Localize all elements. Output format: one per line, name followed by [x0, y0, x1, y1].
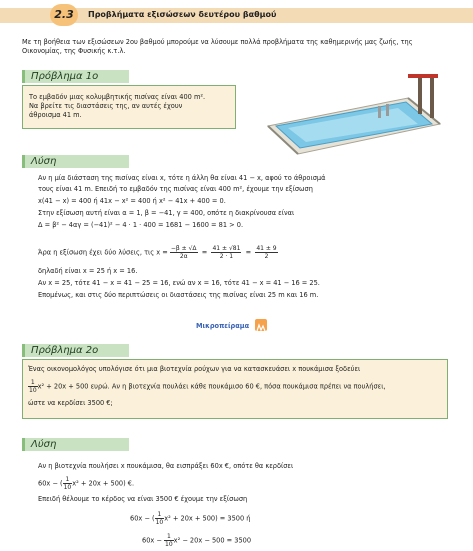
swimming-pool-illustration — [258, 68, 448, 160]
problem2-heading: Πρόβλημα 2ο — [22, 344, 129, 357]
solution1-line: Αν η μία διάσταση της πισίνας είναι x, τότε η άλλη θα είναι 41 − x, αφού το άθροισμά — [38, 174, 326, 182]
problem1-line: Να βρείτε τις διαστάσεις της, αν αυτές έχουν — [29, 102, 183, 110]
solution1-line: Στην εξίσωση αυτή είναι α = 1, β = −41, γ = 400, οπότε η διακρίνουσα είναι — [38, 209, 295, 217]
solution1-line: Δ = β² − 4αγ = (−41)² − 4 · 1 · 400 = 1681 − 1600 = 81 > 0. — [38, 221, 244, 229]
problem2-line: $\frac{1}{10}$ x² + 20x + 500 ευρώ. Αν η βιοτεχνία πουλάει κάθε πουκάμισο 60 €, πόσα πουκάμισα πρέπει να πουλήσει, — [29, 379, 386, 394]
solution1-heading: Λύση — [22, 155, 129, 168]
solution2-line: Αν η βιοτεχνία πουλήσει x πουκάμισα, θα εισπράξει 60x €, οπότε θα κερδίσει — [38, 462, 294, 470]
problem2-fraction: $\frac{1}{10}$ — [29, 379, 37, 394]
solution2-line: Επειδή θέλουμε το κέρδος να είναι 3500 € έχουμε την εξίσωση — [38, 495, 248, 503]
roots-equation: Άρα η εξίσωση έχει δύο λύσεις, τις x = $\frac{-\beta \pm √\Delta}{2\alpha}$ = $\frac{41 \pm √81}{2 \cdot 1}$ = $\frac{41 \pm 9}{2}$ — [38, 245, 277, 260]
solution1-line: τους είναι 41 m. Επειδή το εμβαδόν της πισίνας είναι 400 m², έχουμε την εξίσωση — [38, 185, 313, 193]
solution1-line: Επομένως, και στις δύο περιπτώσεις οι διαστάσεις της πισίνας είναι 25 m και 16 m. — [38, 291, 319, 299]
problem2-line: Ένας οικονομολόγος υπολόγισε ότι μια βιοτεχνία ρούχων για να κατασκευάσει x πουκάμισα ξοδεύει — [28, 365, 361, 373]
problem1-heading: Πρόβλημα 1ο — [22, 70, 129, 83]
solution1-line: Αν x = 25, τότε 41 − x = 41 − 25 = 16, ενώ αν x = 16, τότε 41 − x = 41 − 16 = 25. — [38, 279, 320, 287]
microexperiment-icon[interactable] — [255, 319, 267, 331]
roots-intro: Άρα η εξίσωση έχει δύο λύσεις, τις x = — [38, 248, 168, 257]
solution1-line: x(41 − x) = 400 ή 41x − x² = 400 ή x² − 41x + 400 = 0. — [38, 197, 226, 205]
section-title: Προβλήματα εξισώσεων δευτέρου βαθμού — [88, 10, 277, 19]
problem2-box — [22, 359, 448, 419]
solution2-heading: Λύση — [22, 438, 129, 451]
solution1-line: δηλαδή είναι x = 25 ή x = 16. — [38, 267, 138, 275]
problem2-line: ώστε να κερδίσει 3500 €; — [28, 399, 113, 407]
intro-line-2: Οικονομίας, της Φυσικής κ.τ.λ. — [22, 47, 126, 55]
problem1-box — [22, 85, 236, 129]
solution2-fraction: $\frac{1}{10}$ — [63, 476, 72, 491]
roots-fraction: $\frac{41 \pm √81}{2 \cdot 1}$ — [212, 245, 241, 260]
intro-line-1: Με τη βοήθεια των εξισώσεων 2ου βαθμού μπορούμε να λύσουμε πολλά προβλήματα της καθημερινής μας ζωής, της — [22, 38, 413, 46]
problem1-line: άθροισμα 41 m. — [29, 111, 82, 119]
solution2-equation: 60x − ( $\frac{1}{10}$ x² + 20x + 500) = 3500 ή — [130, 511, 251, 526]
solution2-equation: 60x − ( $\frac{1}{10}$ x² + 20x + 500) €. — [38, 476, 135, 491]
roots-fraction: $\frac{41 \pm 9}{2}$ — [256, 245, 277, 260]
solution2-fraction: $\frac{1}{10}$ — [165, 533, 173, 548]
microexperiment-link[interactable]: Μικροπείραμα — [196, 322, 250, 330]
solution2-equation: 60x − $\frac{1}{10}$ x² − 20x − 500 = 3500 — [142, 533, 252, 548]
problem1-line: Το εμβαδόν μιας κολυμβητικής πισίνας είναι 400 m². — [29, 93, 206, 101]
solution2-fraction: $\frac{1}{10}$ — [155, 511, 164, 526]
roots-fraction: $\frac{-\beta \pm √\Delta}{2\alpha}$ — [170, 245, 197, 260]
section-number: 2.3 — [50, 4, 78, 26]
